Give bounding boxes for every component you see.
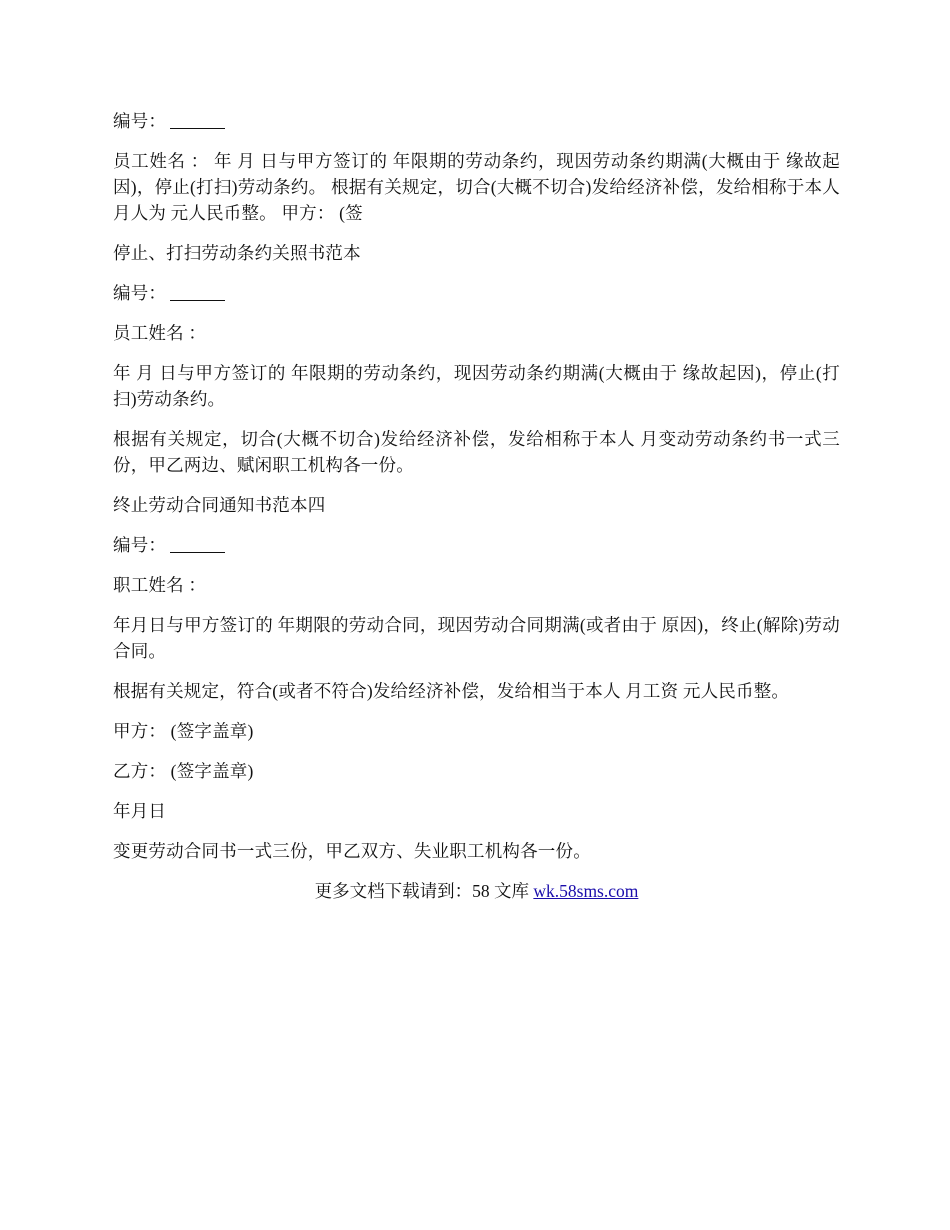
footer-text: 更多文档下载请到：58 文库 <box>314 881 534 901</box>
section-title: 停止、打扫劳动条约关照书范本 <box>113 243 361 263</box>
number-blank <box>170 110 225 129</box>
number-blank <box>170 534 225 553</box>
employee-name-line: 职工姓名 ： <box>113 575 207 595</box>
number-line: 编号： <box>113 108 840 134</box>
document-page <box>113 108 840 904</box>
number-blank <box>170 282 225 301</box>
paragraph: 根据有关规定，符合(或者不符合)发给经济补偿，发给相当于本人 月工资 元人民币整。 <box>113 681 790 701</box>
paragraph: 年 月 日与甲方签订的 年限期的劳动条约，现因劳动条约期满(大概由于 缘故起因)，停止(打扫)劳动条约。 <box>113 363 840 409</box>
paragraph: 年月日与甲方签订的 年期限的劳动合同，现因劳动合同期满(或者由于 原因)，终止(解除)劳动合同。 <box>113 615 840 661</box>
party-b-signature: 乙方： (签字盖章) <box>113 761 254 781</box>
paragraph: 根据有关规定，切合(大概不切合)发给经济补偿，发给相称于本人 月变动劳动条约书一式三份，甲乙两边、赋闲职工机构各一份。 <box>113 429 840 475</box>
section-title: 终止劳动合同通知书范本四 <box>113 495 326 515</box>
number-line: 编号： <box>113 532 840 558</box>
copies-note: 变更劳动合同书一式三份，甲乙双方、失业职工机构各一份。 <box>113 841 591 861</box>
paragraph: 员工姓名 ： 年 月 日与甲方签订的 年限期的劳动条约，现因劳动条约期满(大概由于 缘故起因)，停止(打扫)劳动条约。 根据有关规定，切合(大概不切合)发给经济补偿，发给相称于本人 月人为 元人民币整。 甲方： (签 <box>113 151 840 223</box>
party-a-signature: 甲方： (签字盖章) <box>113 721 254 741</box>
footer-link[interactable]: wk.58sms.com <box>533 881 639 901</box>
date-line: 年月日 <box>113 801 167 821</box>
footer <box>113 878 840 904</box>
number-line: 编号： <box>113 280 840 306</box>
employee-name-line: 员工姓名 ： <box>113 323 207 343</box>
